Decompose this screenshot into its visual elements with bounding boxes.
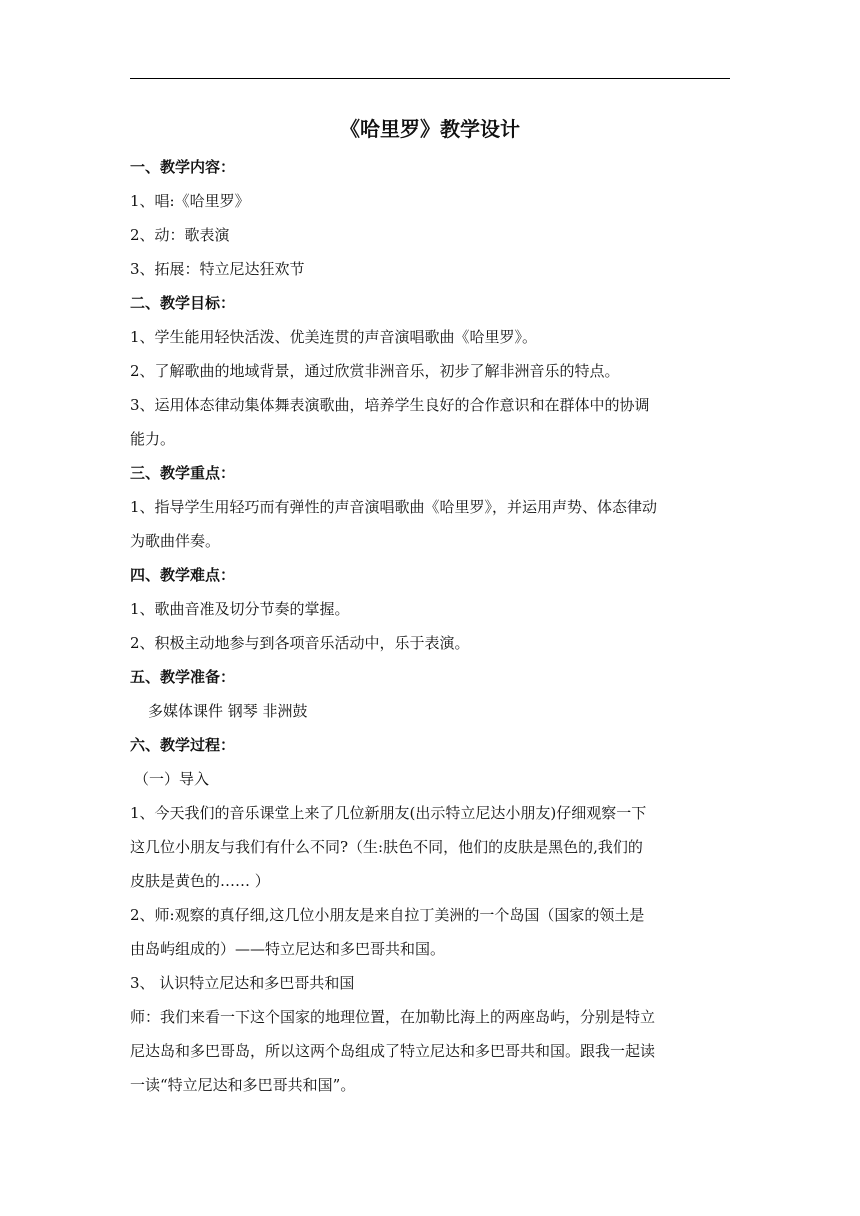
subsection-heading: （一）导入 — [134, 770, 210, 788]
section-heading: 二、教学目标： — [130, 294, 236, 312]
paragraph-line: 尼达岛和多巴哥岛，所以这两个岛组成了特立尼达和多巴哥共和国。跟我一起读 — [130, 1042, 656, 1060]
document-body — [130, 112, 730, 1102]
paragraph-line: 1、今天我们的音乐课堂上来了几位新朋友(出示特立尼达小朋友)仔细观察一下 — [130, 804, 647, 822]
paragraph-line: 皮肤是黄色的…… ） — [130, 872, 270, 890]
paragraph-line: 2、积极主动地参与到各项音乐活动中，乐于表演。 — [130, 634, 470, 652]
paragraph-line: 2、师:观察的真仔细,这几位小朋友是来自拉丁美洲的一个岛国（国家的领土是 — [130, 906, 645, 924]
paragraph-line: 为歌曲伴奏。 — [130, 532, 221, 550]
paragraph-line: 3、运用体态律动集体舞表演歌曲，培养学生良好的合作意识和在群体中的协调 — [130, 396, 650, 414]
section-heading: 五、教学准备： — [130, 668, 236, 686]
document-title: 《哈里罗》教学设计 — [340, 117, 520, 141]
header-rule — [130, 78, 730, 79]
paragraph-line: 3、拓展：特立尼达狂欢节 — [130, 260, 305, 278]
paragraph-line: 2、了解歌曲的地域背景，通过欣赏非洲音乐，初步了解非洲音乐的特点。 — [130, 362, 620, 380]
section-heading: 六、教学过程： — [130, 736, 236, 754]
section-heading: 三、教学重点： — [130, 464, 236, 482]
paragraph-line: 1、学生能用轻快活泼、优美连贯的声音演唱歌曲《哈里罗》。 — [130, 328, 538, 346]
section-heading: 一、教学内容： — [130, 158, 236, 176]
paragraph-line: 一读“特立尼达和多巴哥共和国”。 — [130, 1076, 356, 1094]
paragraph-line: 师：我们来看一下这个国家的地理位置，在加勒比海上的两座岛屿，分别是特立 — [130, 1008, 656, 1026]
paragraph-line: 能力。 — [130, 430, 176, 448]
paragraph-line: 3、 认识特立尼达和多巴哥共和国 — [130, 974, 355, 992]
paragraph-line: 多媒体课件 钢琴 非洲鼓 — [148, 702, 308, 720]
section-heading: 四、教学难点： — [130, 566, 236, 584]
paragraph-line: 2、动：歌表演 — [130, 226, 230, 244]
paragraph-line: 1、唱:《哈里罗》 — [130, 192, 250, 210]
paragraph-line: 这几位小朋友与我们有什么不同?（生:肤色不同，他们的皮肤是黑色的,我们的 — [130, 838, 643, 856]
paragraph-line: 1、歌曲音准及切分节奏的掌握。 — [130, 600, 350, 618]
paragraph-line: 1、指导学生用轻巧而有弹性的声音演唱歌曲《哈里罗》，并运用声势、体态律动 — [130, 498, 658, 516]
paragraph-line: 由岛屿组成的）——特立尼达和多巴哥共和国。 — [130, 940, 446, 958]
